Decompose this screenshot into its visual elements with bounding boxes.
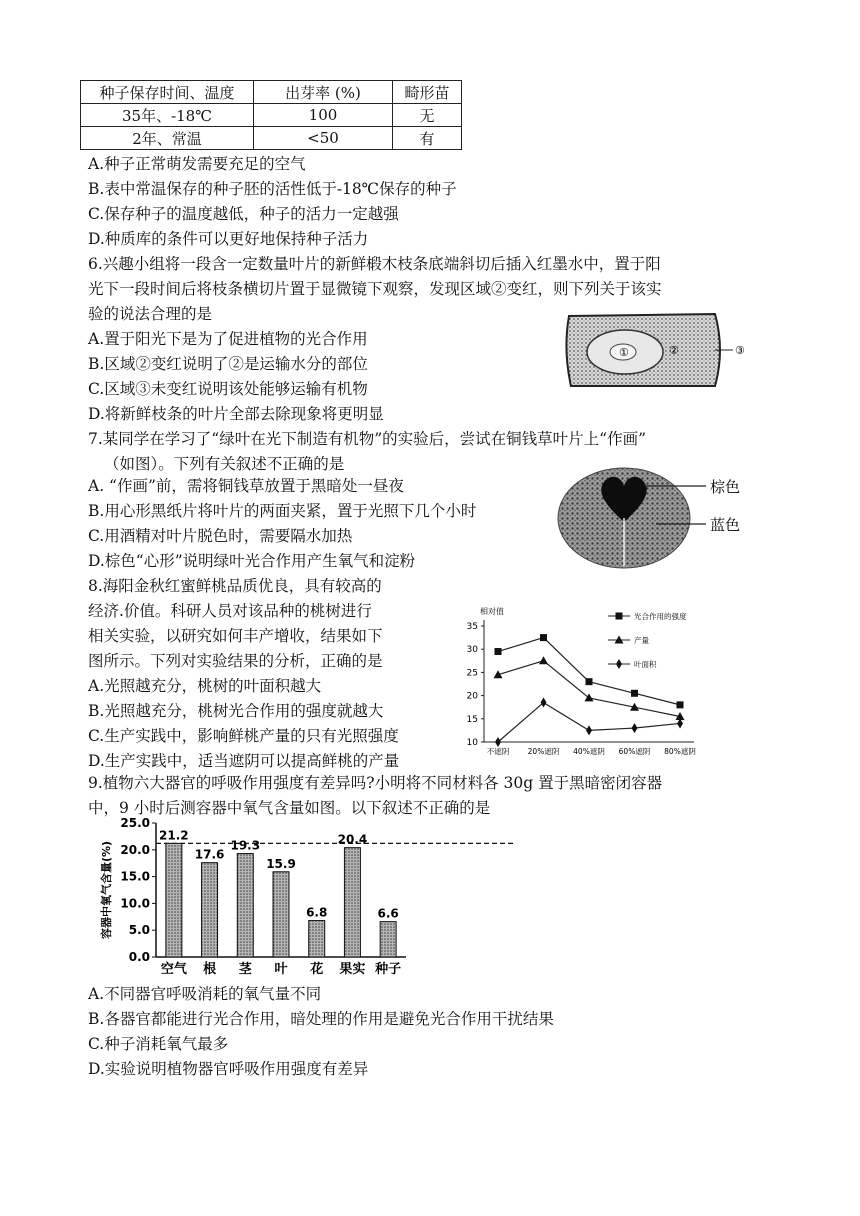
seed-storage-table: [80, 80, 462, 150]
x-tick-label: 种子: [375, 962, 402, 977]
q6-stem-line: 光下一段时间后将枝条横切片置于显微镜下观察，发现区域②变红，则下列关于该实: [88, 280, 662, 298]
q6-option-d: D.将新鲜枝条的叶片全部去除现象将更明显: [88, 405, 384, 423]
label-blue: 蓝色: [710, 516, 741, 534]
q5-option-b: B.表中常温保存的种子胚的活性低于-18℃保存的种子: [88, 180, 457, 198]
table-cell: 2年、常温: [81, 127, 254, 150]
leaf-heart-figure: [556, 462, 766, 572]
y-tick-label: 15.0: [120, 869, 150, 884]
q9-stem-line: 中，9 小时后测容器中氧气含量如图。以下叙述不正确的是: [88, 799, 491, 817]
bar-value-label: 20.4: [337, 832, 368, 847]
q8-stem-line: 相关实验，以研究如何丰产增收，结果如下: [88, 627, 383, 645]
y-tick-label: 10: [466, 738, 478, 748]
q7-option-a: A. “作画”前，需将铜钱草放置于黑暗处一昼夜: [88, 477, 404, 495]
x-tick-label: 果实: [339, 962, 366, 977]
data-point: [541, 698, 547, 708]
q9-stem-line: 9.植物六大器官的呼吸作用强度有差异吗?小明将不同材料各 30g 置于黑暗密闭容器: [88, 774, 663, 792]
stem-cross-section-figure: [565, 310, 755, 390]
bar: [380, 922, 396, 957]
q8-option-a: A.光照越充分，桃树的叶面积越大: [88, 677, 322, 695]
legend-label: 叶面积: [634, 660, 657, 669]
table-row: [81, 127, 462, 150]
y-tick-label: 25.0: [120, 816, 150, 830]
legend-label: 光合作用的强度: [634, 612, 687, 621]
x-tick-label: 空气: [160, 962, 187, 977]
q9-option-a: A.不同器官呼吸消耗的氧气量不同: [88, 985, 322, 1003]
legend-marker: [616, 659, 622, 669]
x-tick-label: 叶: [274, 962, 288, 977]
q6-option-a: A.置于阳光下是为了促进植物的光合作用: [88, 330, 368, 348]
bar-value-label: 6.8: [306, 905, 328, 920]
bar-value-label: 19.3: [230, 838, 261, 853]
bar-value-label: 17.6: [194, 847, 225, 862]
table-header-row: [81, 81, 462, 104]
q7-option-b: B.用心形黑纸片将叶片的两面夹紧，置于光照下几个小时: [88, 502, 477, 520]
x-tick-label: 60%遮阴: [618, 747, 651, 756]
shade-line-chart: [448, 600, 710, 766]
q7-option-c: C.用酒精对叶片脱色时，需要隔水加热: [88, 527, 353, 545]
data-point: [677, 701, 684, 708]
bar: [309, 921, 325, 957]
y-tick-label: 25: [466, 668, 478, 679]
q8-stem-line: 8.海阳金秋红蜜鲜桃品质优良，具有较高的: [88, 577, 382, 595]
y-tick-label: 35: [466, 622, 478, 632]
legend-marker: [616, 613, 623, 620]
table-cell: <50: [254, 127, 393, 150]
y-axis-label: 相对值: [480, 607, 504, 616]
label-region-1: ①: [619, 346, 629, 359]
y-tick-label: 5.0: [128, 923, 150, 938]
q5-option-c: C.保存种子的温度越低，种子的活力一定越强: [88, 205, 399, 223]
y-tick-label: 20.0: [120, 842, 150, 857]
q8-stem-line: 图所示。下列对实验结果的分析，正确的是: [88, 652, 383, 670]
data-point: [495, 648, 502, 655]
y-tick-label: 0.0: [128, 950, 150, 964]
oxygen-bar-chart: [96, 815, 546, 980]
y-tick-label: 20: [466, 691, 478, 702]
label-region-2: ②: [669, 344, 679, 357]
data-point: [631, 690, 638, 697]
data-point: [586, 725, 592, 735]
q7-option-d: D.棕色“心形”说明绿叶光合作用产生氧气和淀粉: [88, 552, 416, 570]
x-tick-label: 茎: [238, 962, 252, 977]
q8-option-d: D.生产实践中，适当遮阴可以提高鲜桃的产量: [88, 752, 400, 770]
q8-stem-line: 经济.价值。科研人员对该品种的桃树进行: [88, 602, 372, 620]
table-row: [81, 104, 462, 127]
q6-stem-line: 6.兴趣小组将一段含一定数量叶片的新鲜椴木枝条底端斜切后插入红墨水中，置于阳: [88, 255, 661, 273]
x-tick-label: 花: [310, 962, 324, 977]
q7-stem-line: （如图）。下列有关叙述不正确的是: [104, 455, 345, 473]
label-region-3: ③: [735, 344, 745, 357]
table-header-cell: 出芽率 (%): [254, 81, 393, 104]
bar-value-label: 15.9: [266, 856, 296, 871]
q8-option-b: B.光照越充分，桃树光合作用的强度就越大: [88, 702, 384, 720]
data-point: [632, 723, 638, 733]
y-tick-label: 10.0: [120, 896, 150, 911]
table-header-cell: 畸形苗: [393, 81, 462, 104]
bar: [237, 854, 253, 957]
q5-option-a: A.种子正常萌发需要充足的空气: [88, 155, 306, 173]
q6-option-c: C.区域③未变红说明该处能够运输有机物: [88, 380, 368, 398]
bar: [166, 843, 182, 957]
data-point: [495, 737, 501, 747]
data-point: [586, 678, 593, 685]
bar-value-label: 21.2: [159, 828, 189, 843]
y-tick-label: 15: [466, 714, 478, 725]
series-line-2: [498, 661, 680, 717]
x-tick-label: 20%遮阴: [527, 747, 560, 756]
bar: [202, 863, 218, 957]
q7-stem-line: 7.某同学在学习了“绿叶在光下制造有机物”的实验后，尝试在铜钱草叶片上“作画”: [88, 430, 646, 448]
bar: [344, 848, 360, 957]
table-cell: 100: [254, 104, 393, 127]
data-point: [539, 656, 548, 664]
bar: [273, 872, 289, 957]
x-tick-label: 不遮阴: [486, 747, 510, 756]
series-line-3: [498, 703, 680, 742]
q9-option-d: D.实验说明植物器官呼吸作用强度有差异: [88, 1060, 369, 1078]
y-axis-label: 容器中氧气含量(%): [100, 840, 113, 940]
q8-option-c: C.生产实践中，影响鲜桃产量的只有光照强度: [88, 727, 399, 745]
label-brown: 棕色: [710, 478, 741, 496]
y-tick-label: 30: [466, 645, 478, 656]
q6-stem-line: 验的说法合理的是: [88, 305, 213, 323]
data-point: [540, 634, 547, 641]
q9-option-b: B.各器官都能进行光合作用，暗处理的作用是避免光合作用干扰结果: [88, 1010, 554, 1028]
x-tick-label: 80%遮阴: [664, 747, 696, 756]
x-tick-label: 40%遮阴: [573, 747, 605, 756]
table-cell: 35年、-18℃: [81, 104, 254, 127]
table-header-cell: 种子保存时间、温度: [81, 81, 254, 104]
legend-label: 产量: [634, 636, 649, 645]
q9-option-c: C.种子消耗氧气最多: [88, 1035, 229, 1053]
table-cell: 无: [393, 104, 462, 127]
x-tick-label: 根: [203, 962, 217, 977]
bar-value-label: 6.6: [377, 906, 399, 921]
q5-option-d: D.种质库的条件可以更好地保持种子活力: [88, 230, 369, 248]
table-cell: 有: [393, 127, 462, 150]
q6-option-b: B.区域②变红说明了②是运输水分的部位: [88, 355, 368, 373]
